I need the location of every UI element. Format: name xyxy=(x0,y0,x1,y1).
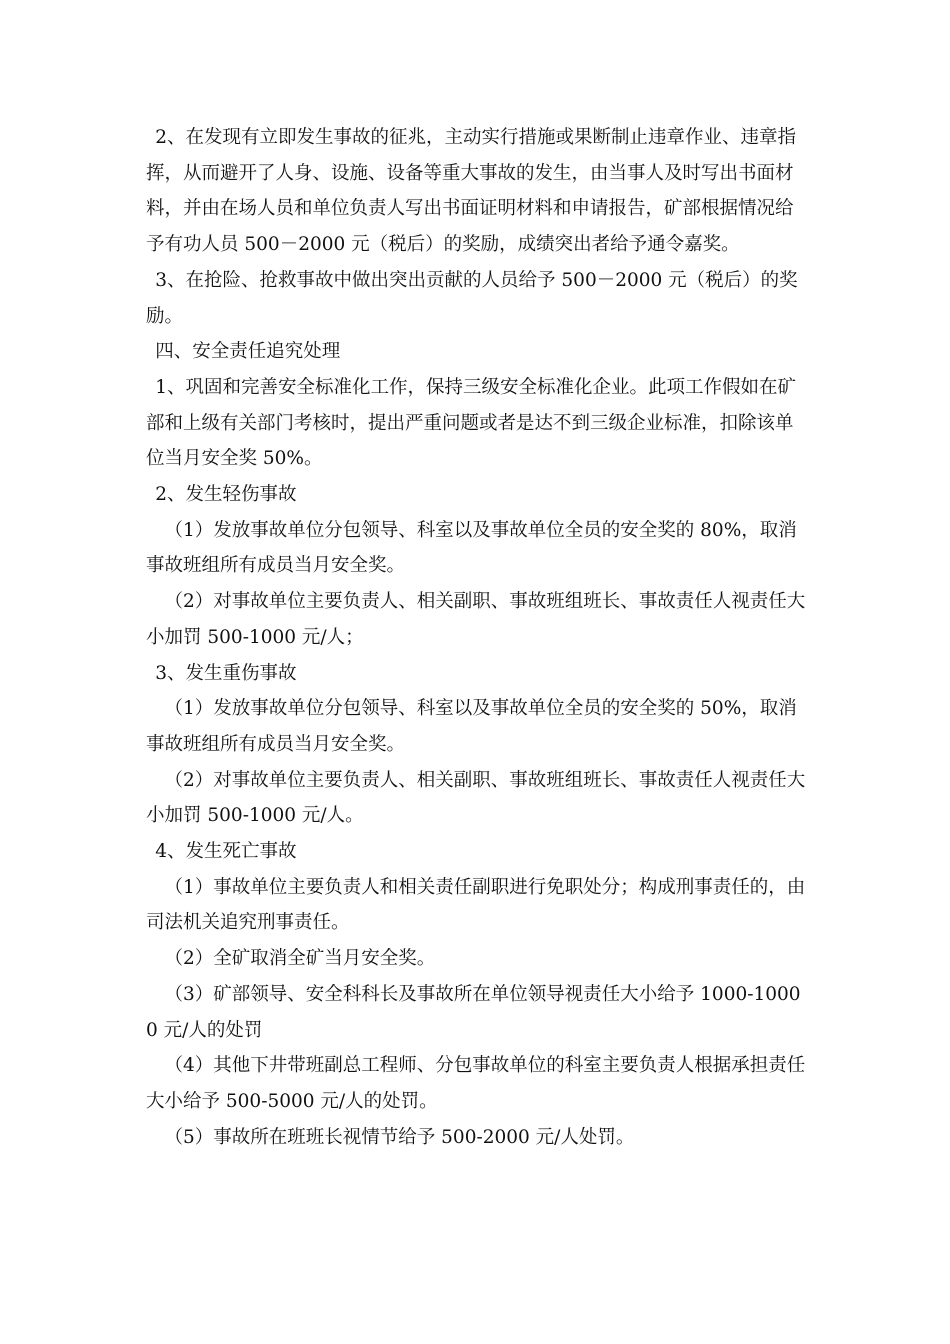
paragraph-reward-2: 2、在发现有立即发生事故的征兆，主动实行措施或果断制止违章作业、违章指挥，从而避开了人身、设施、设备等重大事故的发生，由当事人及时写出书面材料，并由在场人员和单位负责人写出书面证明材料和申请报告，矿部根据情况给予有功人员 500－2000 元（税后）的奖励，成绩突出者给予通令嘉奖。 xyxy=(146,127,797,256)
paragraph-item-2-heading: 2、发生轻伤事故 xyxy=(155,484,297,506)
paragraph-reward-3: 3、在抢险、抢救事故中做出突出贡献的人员给予 500－2000 元（税后）的奖励。 xyxy=(146,269,798,327)
paragraph-item-4-heading: 4、发生死亡事故 xyxy=(155,841,297,863)
paragraph-item-3-heading: 3、发生重伤事故 xyxy=(155,662,297,684)
paragraph-item-4-5: （5）事故所在班班长视情节给予 500-2000 元/人处罚。 xyxy=(164,1126,635,1148)
paragraph-item-4-1: （1）事故单位主要负责人和相关责任副职进行免职处分；构成刑事责任的，由司法机关追究刑事责任。 xyxy=(146,876,806,934)
paragraph-item-2-1: （1）发放事故单位分包领导、科室以及事故单位全员的安全奖的 80%，取消事故班组所有成员当月安全奖。 xyxy=(146,519,797,577)
section-heading-4: 四、安全责任追究处理 xyxy=(155,341,341,363)
paragraph-item-2-2: （2）对事故单位主要负责人、相关副职、事故班组班长、事故责任人视责任大小加罚 500-1000 元/人； xyxy=(146,591,806,648)
paragraph-item-3-2: （2）对事故单位主要负责人、相关副职、事故班组班长、事故责任人视责任大小加罚 500-1000 元/人。 xyxy=(146,769,806,827)
paragraph-item-3-1: （1）发放事故单位分包领导、科室以及事故单位全员的安全奖的 50%，取消事故班组所有成员当月安全奖。 xyxy=(146,698,797,755)
paragraph-item-4-3: （3）矿部领导、安全科科长及事故所在单位领导视责任大小给予 1000-10000 元/人的处罚 xyxy=(146,983,801,1041)
document-body xyxy=(146,120,806,1155)
paragraph-item-4-4: （4）其他下井带班副总工程师、分包事故单位的科室主要负责人根据承担责任大小给予 500-5000 元/人的处罚。 xyxy=(146,1055,806,1112)
paragraph-item-4-2: （2）全矿取消全矿当月安全奖。 xyxy=(164,948,436,970)
paragraph-item-1: 1、巩固和完善安全标准化工作，保持三级安全标准化企业。此项工作假如在矿部和上级有关部门考核时，提出严重问题或者是达不到三级企业标准，扣除该单位当月安全奖 50%。 xyxy=(146,376,797,470)
